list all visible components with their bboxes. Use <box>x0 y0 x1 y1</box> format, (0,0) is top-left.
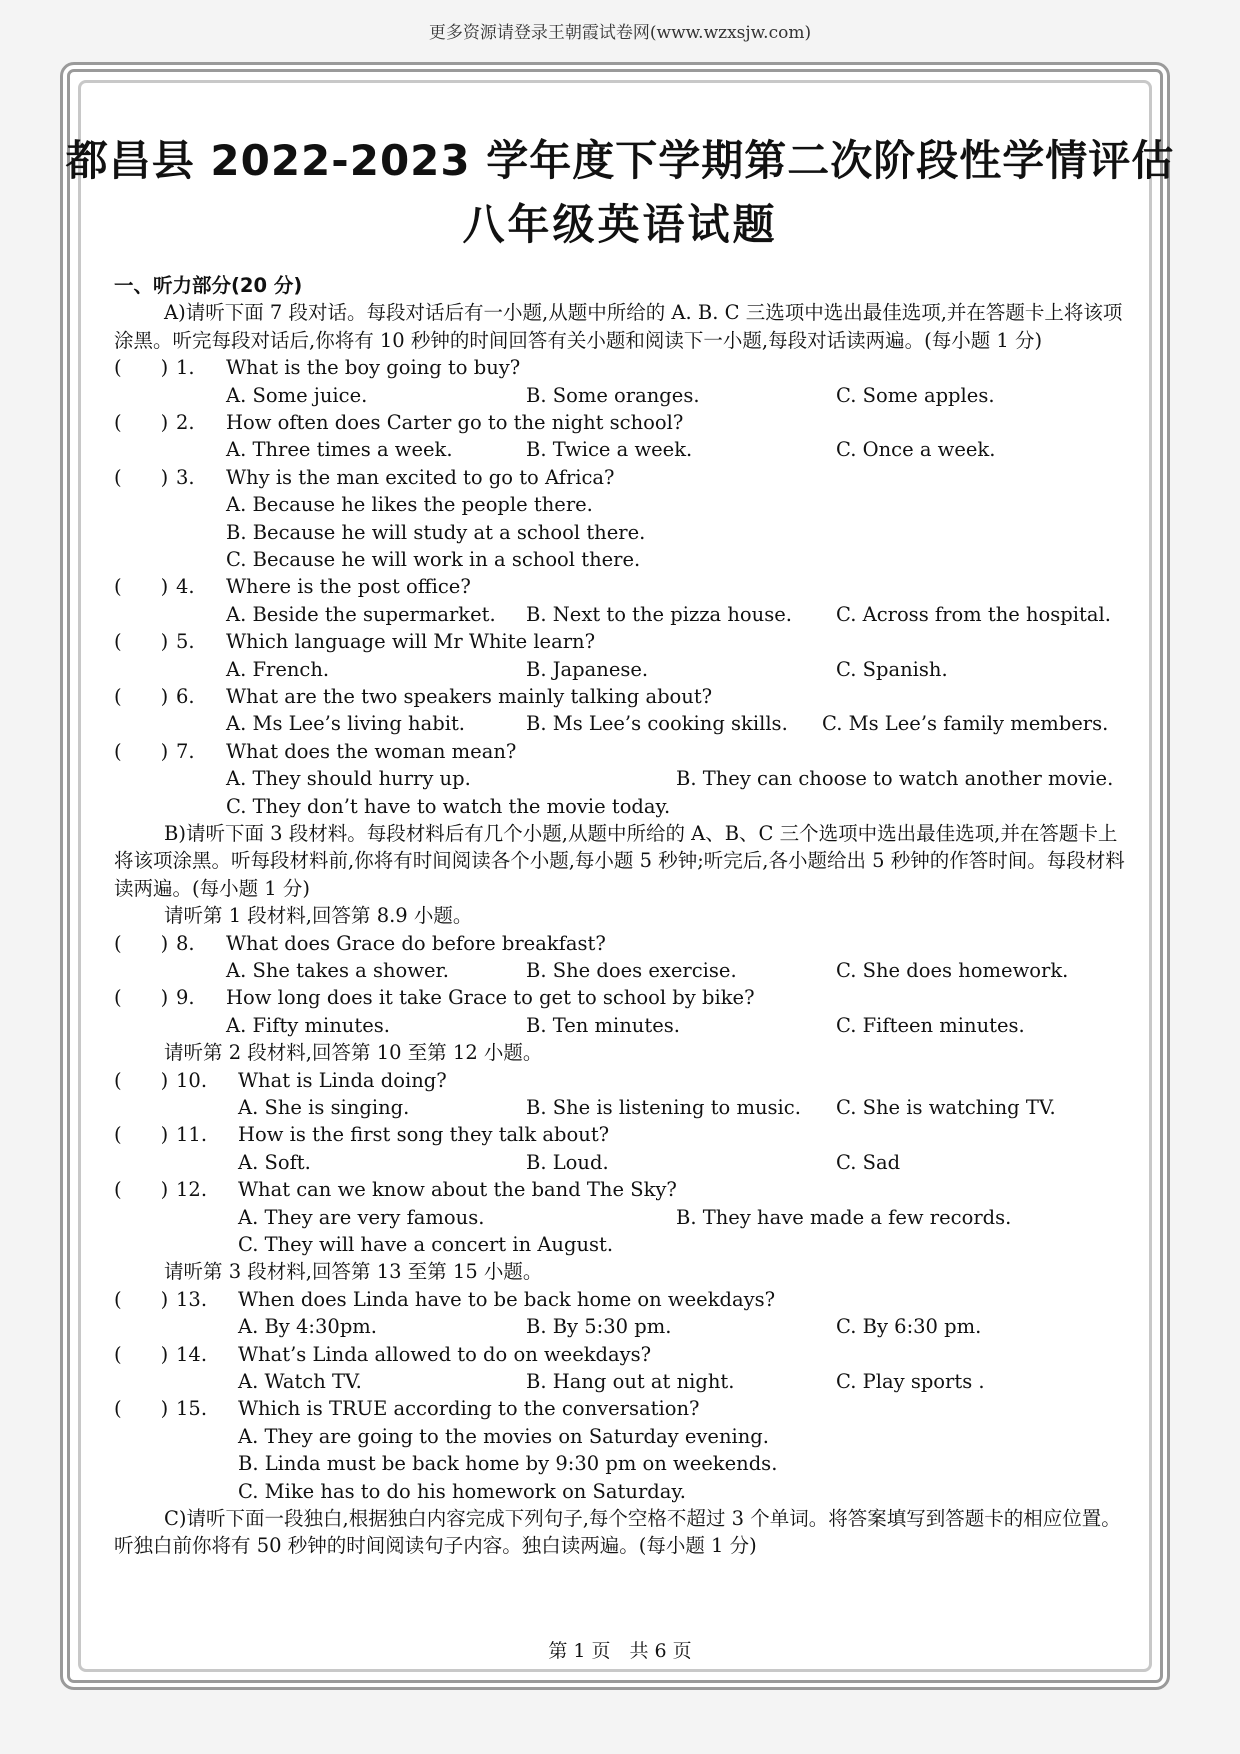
question-number: 11. <box>176 1123 208 1147</box>
options-row <box>114 765 1130 792</box>
option-b: B. They have made a few records. <box>676 1205 1012 1229</box>
answer-blank[interactable]: ( ) <box>114 685 169 709</box>
option-a: A. She takes a shower. <box>226 959 449 983</box>
question-7 <box>114 738 1130 765</box>
question-number: 10. <box>176 1068 208 1092</box>
answer-blank[interactable]: ( ) <box>114 630 169 654</box>
question-number: 8. <box>176 931 195 955</box>
question-text: How often does Carter go to the night school? <box>226 411 684 435</box>
options-row <box>114 1094 1130 1121</box>
option-c: C. Across from the hospital. <box>836 602 1111 626</box>
question-14 <box>114 1341 1130 1368</box>
question-text: What does Grace do before breakfast? <box>226 931 606 955</box>
question-text: What is the boy going to buy? <box>226 356 521 380</box>
option-c: C. Ms Lee’s family members. <box>822 712 1109 736</box>
option-b: B. Some oranges. <box>526 383 700 407</box>
option-c: C. Play sports . <box>836 1370 985 1394</box>
question-text: What are the two speakers mainly talking about? <box>226 685 713 709</box>
option-a: A. Soft. <box>238 1150 311 1174</box>
options-row <box>114 1149 1130 1176</box>
answer-blank[interactable]: ( ) <box>114 931 169 955</box>
question-number: 14. <box>176 1342 208 1366</box>
question-number: 1. <box>176 356 195 380</box>
answer-blank[interactable]: ( ) <box>114 575 169 599</box>
question-2 <box>114 409 1130 436</box>
option-a: A. Ms Lee’s living habit. <box>226 712 465 736</box>
option-b: B. She is listening to music. <box>526 1096 801 1120</box>
question-number: 9. <box>176 986 195 1010</box>
option-b: B. Twice a week. <box>526 438 693 462</box>
question-number: 2. <box>176 411 195 435</box>
option-c: C. Some apples. <box>836 383 995 407</box>
answer-blank[interactable]: ( ) <box>114 739 169 763</box>
option-a: A. Fifty minutes. <box>226 1013 390 1037</box>
options-row <box>114 1368 1130 1395</box>
options-row <box>114 1313 1130 1340</box>
option-c: C. She does homework. <box>836 959 1069 983</box>
option-c: C. She is watching TV. <box>836 1096 1056 1120</box>
option-c: C. Once a week. <box>836 438 996 462</box>
options-row <box>114 382 1130 409</box>
question-text: What is Linda doing? <box>238 1068 447 1092</box>
answer-blank[interactable]: ( ) <box>114 356 169 380</box>
options-row <box>114 601 1130 628</box>
option-a: A. Beside the supermarket. <box>226 602 496 626</box>
question-text: What can we know about the band The Sky? <box>238 1178 677 1202</box>
option-c: C. Fifteen minutes. <box>836 1013 1025 1037</box>
question-number: 3. <box>176 465 195 489</box>
question-15 <box>114 1395 1130 1422</box>
option-b: B. They can choose to watch another movie. <box>676 767 1114 791</box>
question-number: 6. <box>176 685 195 709</box>
page-number: 第 1 页 共 6 页 <box>548 1640 692 1662</box>
question-text: What’s Linda allowed to do on weekdays? <box>238 1342 652 1366</box>
option-c: C. They will have a concert in August. <box>238 1233 614 1257</box>
options-row <box>114 436 1130 463</box>
question-text: Which is TRUE according to the conversation? <box>238 1397 700 1421</box>
options-row <box>114 1012 1130 1039</box>
option-a: A. French. <box>226 657 330 681</box>
answer-blank[interactable]: ( ) <box>114 986 169 1010</box>
exam-title: 都昌县 2022-2023 学年度下学期第二次阶段性学情评估 <box>65 136 1175 185</box>
exam-subtitle: 八年级英语试题 <box>462 200 778 249</box>
question-text: Why is the man excited to go to Africa? <box>226 465 615 489</box>
option-a: A. Three times a week. <box>226 438 453 462</box>
option-c: C. They don’t have to watch the movie today. <box>226 794 671 818</box>
option-b: B. Loud. <box>526 1150 609 1174</box>
answer-blank[interactable]: ( ) <box>114 1342 169 1366</box>
question-10 <box>114 1067 1130 1094</box>
question-4 <box>114 573 1130 600</box>
question-6 <box>114 683 1130 710</box>
question-number: 12. <box>176 1178 208 1202</box>
option-c: C. Mike has to do his homework on Saturday. <box>238 1479 686 1503</box>
question-text: How is the first song they talk about? <box>238 1123 610 1147</box>
answer-blank[interactable]: ( ) <box>114 465 169 489</box>
answer-blank[interactable]: ( ) <box>114 1287 169 1311</box>
question-text: Where is the post office? <box>226 575 471 599</box>
material-3-label: 请听第 3 段材料,回答第 13 至第 15 小题。 <box>164 1260 543 1284</box>
option-b: B. By 5:30 pm. <box>526 1315 672 1339</box>
question-8 <box>114 930 1130 957</box>
options-row <box>114 656 1130 683</box>
answer-blank[interactable]: ( ) <box>114 1068 169 1092</box>
question-13 <box>114 1286 1130 1313</box>
option-c: C. Sad <box>836 1150 901 1174</box>
question-number: 15. <box>176 1397 208 1421</box>
question-text: What does the woman mean? <box>226 739 517 763</box>
material-1-label: 请听第 1 段材料,回答第 8.9 小题。 <box>164 904 473 928</box>
options-row <box>114 957 1130 984</box>
option-c: C. By 6:30 pm. <box>836 1315 982 1339</box>
answer-blank[interactable]: ( ) <box>114 1123 169 1147</box>
question-9 <box>114 984 1130 1011</box>
option-c: C. Spanish. <box>836 657 948 681</box>
question-text: When does Linda have to be back home on weekdays? <box>238 1287 776 1311</box>
part-b-instructions: B)请听下面 3 段材料。每段材料后有几个小题,从题中所给的 A、B、C 三个选项中选出最佳选项,并在答题卡上将该项涂黑。听每段材料前,你将有时间阅读各个小题,每小题 5 秒钟;听完后,各小题给出 5 秒钟的作答时间。每段材料读两遍。(每小题 1 分) <box>114 822 1125 900</box>
option-b: B. Hang out at night. <box>526 1370 735 1394</box>
option-b: B. Because he will study at a school there. <box>226 520 646 544</box>
option-a: A. Watch TV. <box>238 1370 362 1394</box>
part-a-instructions: A)请听下面 7 段对话。每段对话后有一小题,从题中所给的 A. B. C 三选项中选出最佳选项,并在答题卡上将该项涂黑。听完每段对话后,你将有 10 秒钟的时间回答有关小题和阅读下一小题,每段对话读两遍。(每小题 1 分) <box>114 301 1123 352</box>
option-b: B. Japanese. <box>526 657 649 681</box>
option-a: A. Because he likes the people there. <box>226 493 593 517</box>
options-row <box>114 1204 1130 1231</box>
answer-blank[interactable]: ( ) <box>114 1178 169 1202</box>
option-c: C. Because he will work in a school there. <box>226 548 641 572</box>
question-3 <box>114 464 1130 491</box>
question-number: 13. <box>176 1287 208 1311</box>
answer-blank[interactable]: ( ) <box>114 411 169 435</box>
option-b: B. She does exercise. <box>526 959 737 983</box>
question-text: How long does it take Grace to get to school by bike? <box>226 986 755 1010</box>
part-c-instructions: C)请听下面一段独白,根据独白内容完成下列句子,每个空格不超过 3 个单词。将答案填写到答题卡的相应位置。听独白前你将有 50 秒钟的时间阅读句子内容。独白读两遍。(每小题 1 分) <box>114 1507 1121 1558</box>
question-number: 4. <box>176 575 195 599</box>
question-number: 7. <box>176 739 195 763</box>
option-b: B. Next to the pizza house. <box>526 602 792 626</box>
section-heading: 一、听力部分(20 分) <box>114 274 303 297</box>
answer-blank[interactable]: ( ) <box>114 1397 169 1421</box>
exam-content <box>114 272 1130 1560</box>
top-banner: 更多资源请登录王朝霞试卷网(www.wzxsjw.com) <box>428 23 812 43</box>
question-text: Which language will Mr White learn? <box>226 630 596 654</box>
options-row <box>114 710 1130 737</box>
question-number: 5. <box>176 630 195 654</box>
option-a: A. They are going to the movies on Saturday evening. <box>238 1424 769 1448</box>
option-a: A. Some juice. <box>226 383 368 407</box>
option-b: B. Ten minutes. <box>526 1013 680 1037</box>
option-b: B. Ms Lee’s cooking skills. <box>526 712 788 736</box>
option-b: B. Linda must be back home by 9:30 pm on weekends. <box>238 1452 778 1476</box>
question-12 <box>114 1176 1130 1203</box>
question-11 <box>114 1121 1130 1148</box>
option-a: A. She is singing. <box>238 1096 410 1120</box>
option-a: A. By 4:30pm. <box>238 1315 377 1339</box>
question-1 <box>114 354 1130 381</box>
question-5 <box>114 628 1130 655</box>
option-a: A. They are very famous. <box>238 1205 485 1229</box>
material-2-label: 请听第 2 段材料,回答第 10 至第 12 小题。 <box>164 1041 543 1065</box>
option-a: A. They should hurry up. <box>226 767 471 791</box>
